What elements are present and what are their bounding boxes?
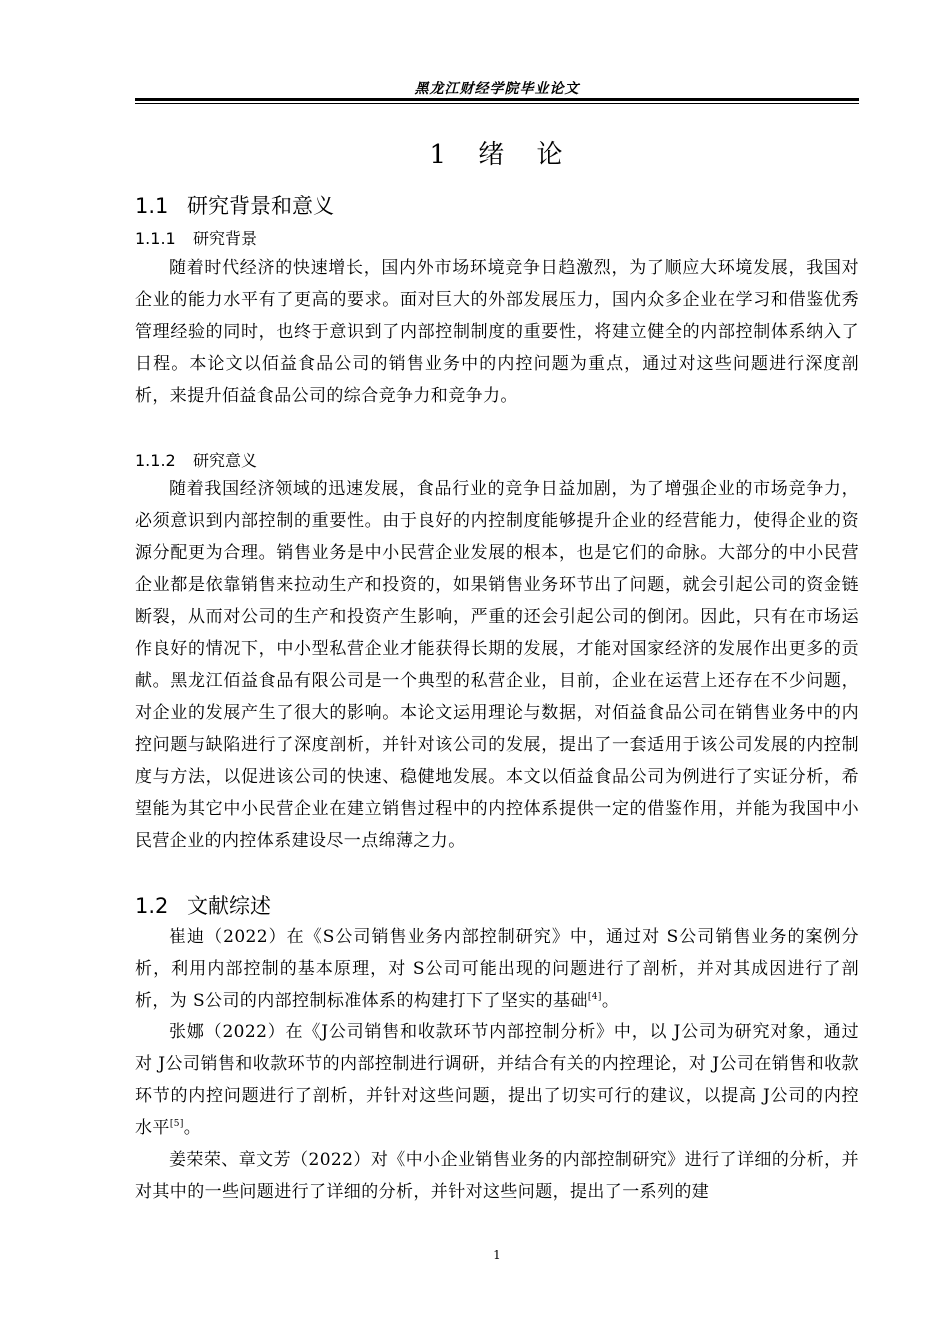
paragraph-research-background: 随着时代经济的快速增长，国内外市场环境竞争日趋激烈，为了顺应大环境发展，我国对企业的能力水平有了更高的要求。面对巨大的外部发展压力，国内众多企业在学习和借鉴优秀管理经验的同时，也终于意识到了内部控制制度的重要性，将建立健全的内部控制体系纳入了日程。本论文以佰益食品公司的销售业务中的内控问题为重点，通过对这些问题进行深度剖析，来提升佰益食品公司的综合竞争力和竞争力。 — [135, 258, 859, 406]
citation-5: [5] — [169, 1119, 184, 1129]
chapter-title: 1 绪 论 — [429, 140, 565, 170]
review-end: 。 — [601, 991, 620, 1011]
subsection-number: 1.1.2 — [135, 451, 176, 470]
paragraph-literature-review-2 — [135, 1016, 859, 1144]
paragraph-literature-review-3: 姜荣荣、章文芳（2022）对《中小企业销售业务的内部控制研究》进行了详细的分析，并对其中的一些问题进行了详细的分析，并针对这些问题，提出了一系列的建 — [135, 1150, 859, 1202]
subsection-number: 1.1.1 — [135, 229, 176, 248]
header-rule-thin — [135, 103, 859, 104]
section-number: 1.1 — [135, 194, 169, 218]
subsection-title: 研究意义 — [193, 451, 258, 470]
review-text: 张娜（2022）在《J公司销售和收款环节内部控制分析》中，以 J公司为研究对象，通过对 J公司销售和收款环节的内部控制进行调研，并结合有关的内控理论，对 J公司在销售和收款环节的内控问题进行了剖析，并针对这些问题，提出了切实可行的建议，以提高 J公司的内控水平 — [135, 1022, 859, 1138]
paragraph-literature-review-1 — [135, 921, 859, 1017]
citation-4: [4] — [587, 992, 602, 1002]
section-number: 1.2 — [135, 894, 169, 918]
paragraph-research-significance: 随着我国经济领域的迅速发展，食品行业的竞争日益加剧，为了增强企业的市场竞争力，必须意识到内部控制的重要性。由于良好的内控制度能够提升企业的经营能力，使得企业的资源分配更为合理。销售业务是中小民营企业发展的根本，也是它们的命脉。大部分的中小民营企业都是依靠销售来拉动生产和投资的，如果销售业务环节出了问题，就会引起公司的资金链断裂，从而对公司的生产和投资产生影响，严重的还会引起公司的倒闭。因此，只有在市场运作良好的情况下，中小型私营企业才能获得长期的发展，才能对国家经济的发展作出更多的贡献。黑龙江佰益食品有限公司是一个典型的私营企业，目前，企业在运营上还存在不少问题，对企业的发展产生了很大的影响。本论文运用理论与数据，对佰益食品公司在销售业务中的内控问题与缺陷进行了深度剖析，并针对该公司的发展，提出了一套适用于该公司发展的内控制度与方法，以促进该公司的快速、稳健地发展。本文以佰益食品公司为例进行了实证分析，希望能为其它中小民营企业在建立销售过程中的内控体系提供一定的借鉴作用，并能为我国中小民营企业的内控体系建设尽一点绵薄之力。 — [135, 479, 859, 851]
page-number: 1 — [493, 1248, 501, 1262]
subsection-heading-1-1-2 — [135, 448, 257, 471]
subsection-title: 研究背景 — [193, 229, 258, 248]
header-rule-thick — [135, 98, 859, 101]
section-title: 文献综述 — [187, 894, 271, 918]
subsection-heading-1-1-1 — [135, 226, 257, 249]
section-title: 研究背景和意义 — [187, 194, 334, 218]
running-header: 黑龙江财经学院毕业论文 — [414, 81, 580, 97]
review-end: 。 — [183, 1118, 202, 1138]
section-heading-1-2 — [135, 890, 271, 920]
section-heading-1-1 — [135, 190, 334, 220]
review-text: 崔迪（2022）在《S公司销售业务内部控制研究》中，通过对 S公司销售业务的案例分析，利用内部控制的基本原理，对 S公司可能出现的问题进行了剖析，并对其成因进行了剖析，为 S公司的内部控制标准体系的构建打下了坚实的基础 — [135, 927, 859, 1011]
